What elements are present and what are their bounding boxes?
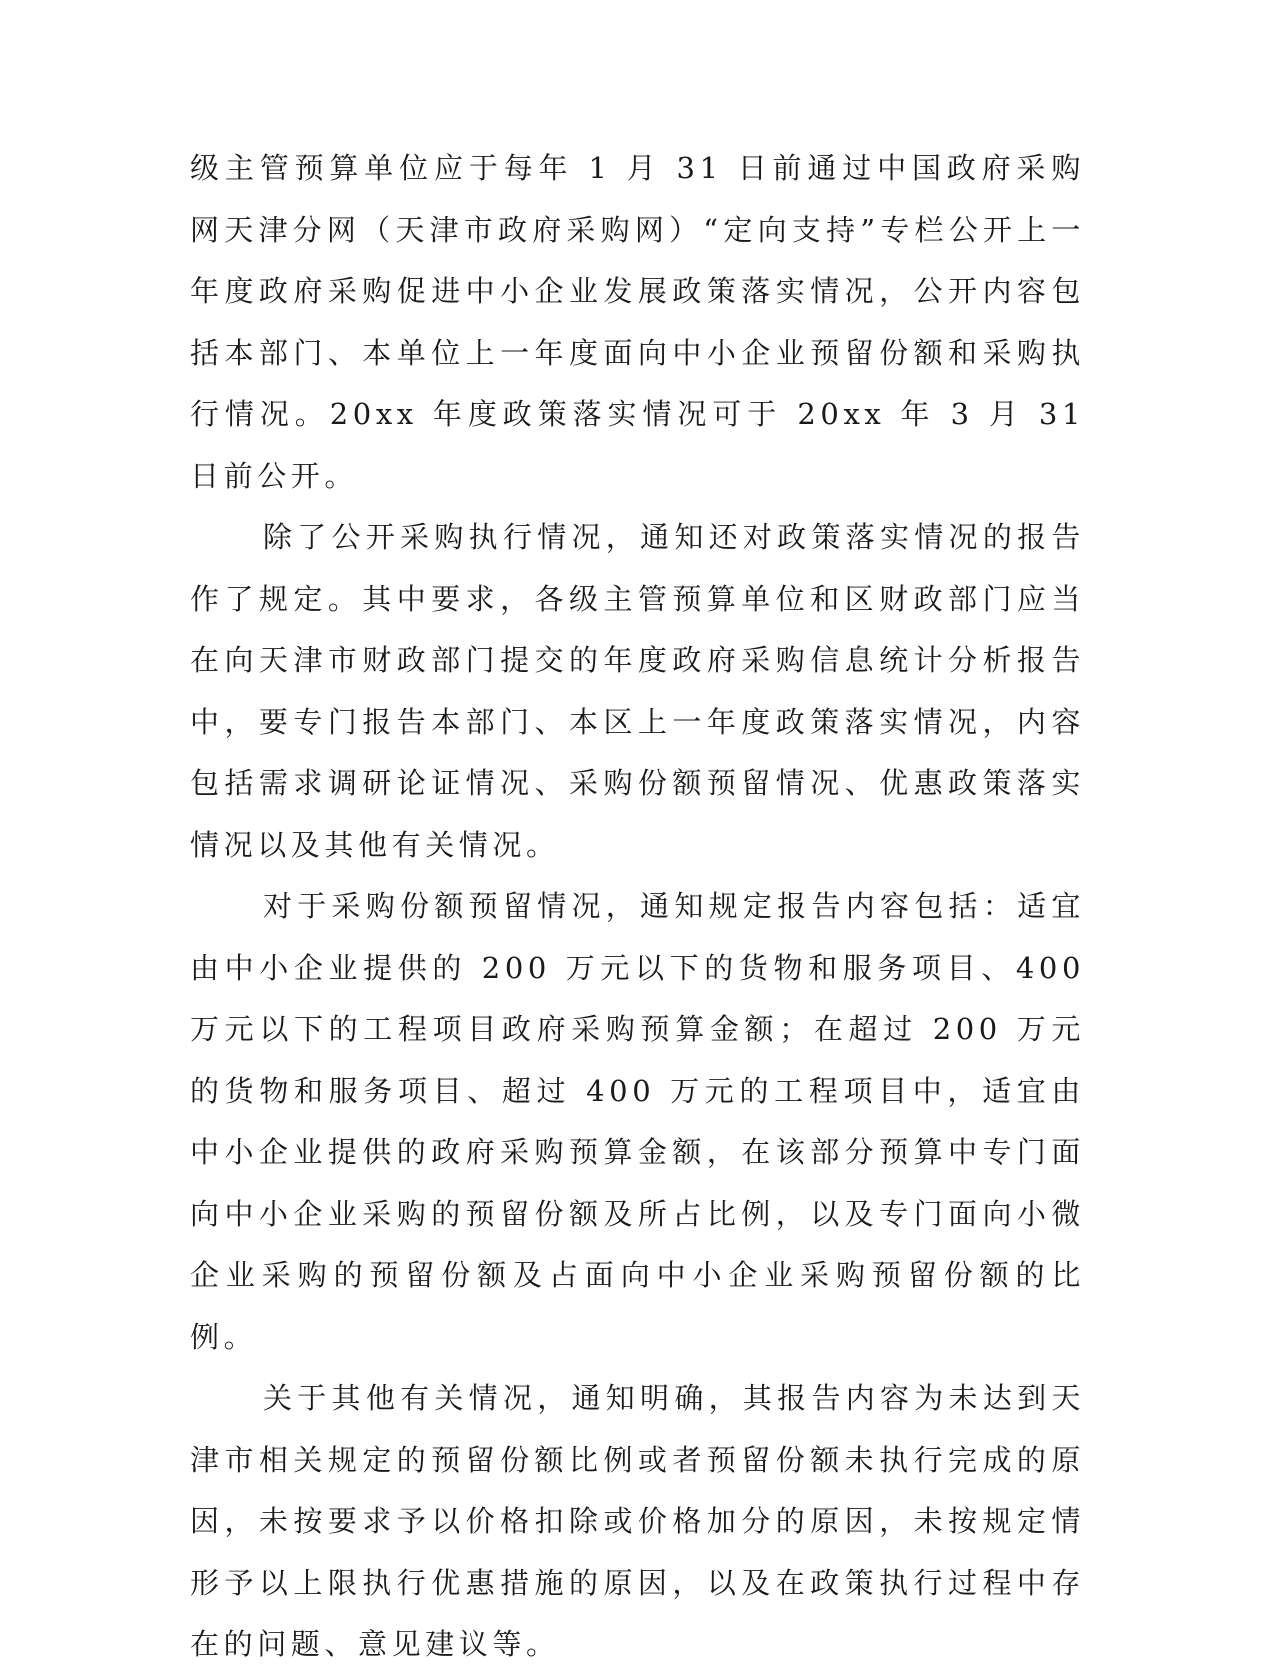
paragraph-report-requirements: 除了公开采购执行情况，通知还对政策落实情况的报告作了规定。其中要求，各级主管预算单位和区财政部门应当在向天津市财政部门提交的年度政府采购信息统计分析报告中，要专门报告本部门、本区上一年度政策落实情况，内容包括需求调研论证情况、采购份额预留情况、优惠政策落实情况以及其他有关情况。 <box>190 520 1085 862</box>
paragraph-reserved-share: 对于采购份额预留情况，通知规定报告内容包括：适宜由中小企业提供的 200 万元以下的货物和服务项目、400 万元以下的工程项目政府采购预算金额；在超过 200 万元的货物和服务项目、超过 400 万元的工程项目中，适宜由中小企业提供的政府采购预算金额，在该部分预算中专门面向中小企业采购的预留份额及所占比例，以及专门面向小微企业采购的预留份额及占面向中小企业采购预留份额的比例。 <box>190 889 1085 1354</box>
paragraph-continuation: 级主管预算单位应于每年 1 月 31 日前通过中国政府采购网天津分网（天津市政府采购网）“定向支持”专栏公开上一年度政府采购促进中小企业发展政策落实情况，公开内容包括本部门、本单位上一年度面向中小企业预留份额和采购执行情况。20xx 年度政策落实情况可于 20xx 年 3 月 31 日前公开。 <box>190 151 1085 493</box>
document-body <box>190 138 1085 1676</box>
paragraph-other-situations: 关于其他有关情况，通知明确，其报告内容为未达到天津市相关规定的预留份额比例或者预留份额未执行完成的原因，未按要求予以价格扣除或价格加分的原因，未按规定情形予以上限执行优惠措施的原因，以及在政策执行过程中存在的问题、意见建议等。 <box>190 1381 1085 1661</box>
